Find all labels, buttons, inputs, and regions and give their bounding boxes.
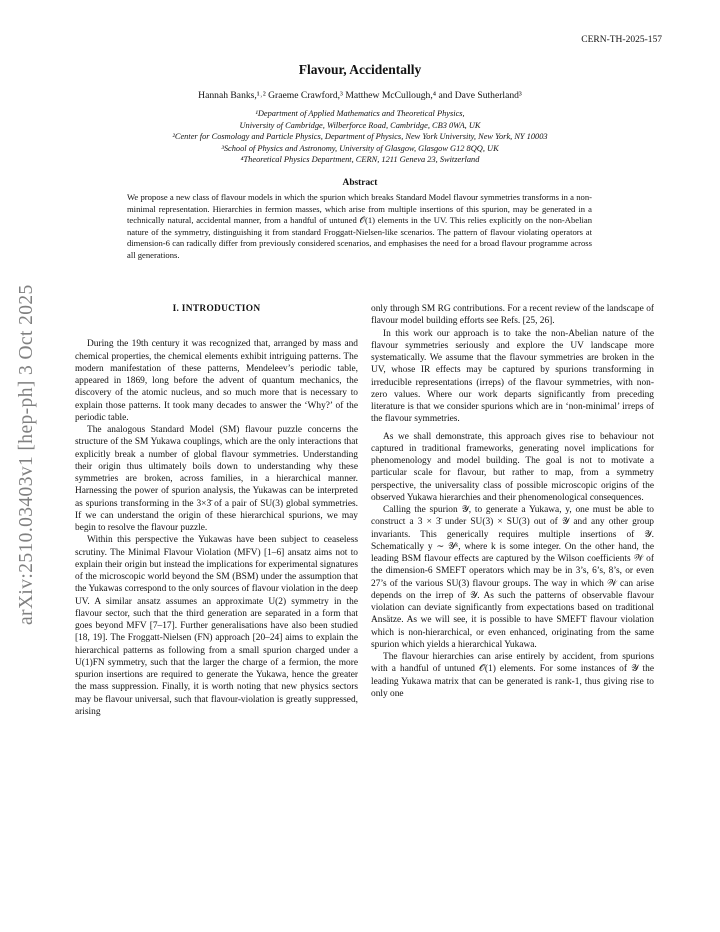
right-column	[371, 303, 654, 700]
affiliation-line: ⁴Theoretical Physics Department, CERN, 1211 Geneva 23, Switzerland	[240, 155, 480, 165]
paragraph: Calling the spurion 𝒴, to generate a Yukawa, y, one must be able to construct a 3 × 3̄ under SU(3) × SU(3) out of 𝒴 and any other group invariants. This generically requires multiple insertions of 𝒴. Schematically y ∼ 𝒴ᵏ, where k is some integer. On the other hand, the leading BSM flavour effects are captured by the Wilson coefficients 𝒲 of the dimension-6 SMEFT operators which may be in 3’s, 6’s, 8’s, or even 27’s of the various SU(3) flavour groups. The way in which 𝒲 can arise depends on the irrep of 𝒴. As such the patterns of observable flavour violation can deviate significantly from expectations based on traditional Ansätze. As we will see, it is possible to have SMEFT flavour violation which is non-hierarchical, or even enhanced, originating from the same spurion which yields a hierarchical Yukawa.	[371, 505, 654, 650]
affiliation-line: ²Center for Cosmology and Particle Physics, Department of Physics, New York University, New York, NY 10003	[172, 132, 548, 142]
arxiv-identifier-stamp: arXiv:2510.03403v1 [hep-ph] 3 Oct 2025	[16, 284, 37, 625]
left-column	[75, 303, 358, 718]
paragraph: During the 19th century it was recognized that, arranged by mass and chemical properties, the chemical elements exhibit intriguing patterns. The modern manifestation of these patterns, Mendeleev’s periodic table, appeared in 1869, long before the advent of quantum mechanics, the discovery of the atomic nucleus, and so much more that is necessary to explain those patterns. It took many decades to answer the ‘Why?’ of the periodic table.	[75, 339, 358, 423]
paragraph: In this work our approach is to take the non-Abelian nature of the flavour symmetries seriously and explore the UV landscape more systematically. We assume that the flavour symmetries are broken in the UV, whose IR effects may be captured by spurions transforming in irreducible representations (irreps) of the flavour symmetries, with non-zero values. Where our work departs significantly from preceding literature is that we consider spurions which are in ‘non-minimal’ irreps of the flavour symmetries.	[371, 328, 654, 425]
affiliation-line: University of Cambridge, Wilberforce Road, Cambridge, CB3 0WA, UK	[239, 120, 481, 130]
affiliation-line: ¹Department of Applied Mathematics and Theoretical Physics,	[255, 109, 465, 118]
section-heading: I. INTRODUCTION	[172, 304, 261, 314]
paragraph: As we shall demonstrate, this approach gives rise to behaviour not captured in traditional frameworks, generating novel implications for phenomenology and model building. The goal is not to motivate a particular scale for flavour, but rather to map, from a symmetry perspective, the universality class of possible microscopic origins of the observed Yukawa hierarchies and their phenomenological consequences.	[371, 431, 654, 503]
affiliations	[0, 108, 720, 166]
author-list: Hannah Banks,¹˒² Graeme Crawford,³ Matthew McCullough,⁴ and Dave Sutherland³	[198, 90, 522, 101]
abstract-heading: Abstract	[342, 178, 378, 188]
abstract-body: We propose a new class of flavour models in which the spurion which breaks Standard Model flavour symmetries transforms in a non-minimal representation. Hierarchies in fermion masses, which arise from multiple insertions of this spurion, may be generated in a technically natural, accidental manner, from a handful of untuned 𝒪(1) elements in the UV. This relies explicitly on the non-Abelian nature of the symmetry, distinguishing it from standard Froggatt-Nielsen-like scenarios. The pattern of flavour violating operators at dimension-6 can radically differ from previously considered scenarios, and emphasises the need for a broad flavour programme across all generations.	[127, 192, 592, 260]
report-number: CERN-TH-2025-157	[581, 35, 662, 45]
paragraph: only through SM RG contributions. For a recent review of the landscape of flavour model building efforts see Refs. [25, 26].	[371, 304, 654, 327]
affiliation-line: ³School of Physics and Astronomy, University of Glasgow, Glasgow G12 8QQ, UK	[221, 143, 499, 153]
paper-title: Flavour, Accidentally	[298, 62, 422, 77]
paragraph: The analogous Standard Model (SM) flavour puzzle concerns the structure of the SM Yukawa couplings, which are the only interactions that explicitly break a number of global flavour symmetries. Understanding their origin thus ultimately boils down to understanding why these symmetries are broken, across families, in a hierarchical manner. Harnessing the power of spurion analysis, the Yukawas can be interpreted as spurions transforming in the 3×3̄ of a pair of SU(3) global symmetries. If we can understand the origin of these hierarchical spurions, we may begin to resolve the flavour puzzle.	[75, 425, 358, 533]
paragraph: The flavour hierarchies can arise entirely by accident, from spurions with a handful of untuned 𝒪(1) elements. For some instances of 𝒴 the leading Yukawa matrix that can be generated is rank-1, thus giving rise to only one	[371, 652, 654, 699]
paragraph: Within this perspective the Yukawas have been subject to ceaseless scrutiny. The Minimal Flavour Violation (MFV) [1–6] ansatz aims not to explain their origin but instead the implications for experimental signatures of the microscopic world beyond the SM (BSM) under the assumption that the Yukawas correspond to the only sources of flavour violation in the deep UV. A similar ansatz assumes an approximate U(2) symmetry in the flavour sector, such that the third generation are separated in a form that goes beyond MFV [7–17]. Further generalisations have also been studied [18, 19]. The Froggatt-Nielsen (FN) approach [20–24] aims to explain the hierarchical patterns as following from a small spurion charged under a U(1)FN symmetry, such that the larger the charge of a fermion, the more spurion insertions are required to generate the Yukawa, hence the greater the mass suppression. Finally, it is worth noting that new physics sectors may be flavour universal, such that flavour-violation is greatly suppressed, arising	[75, 535, 358, 717]
